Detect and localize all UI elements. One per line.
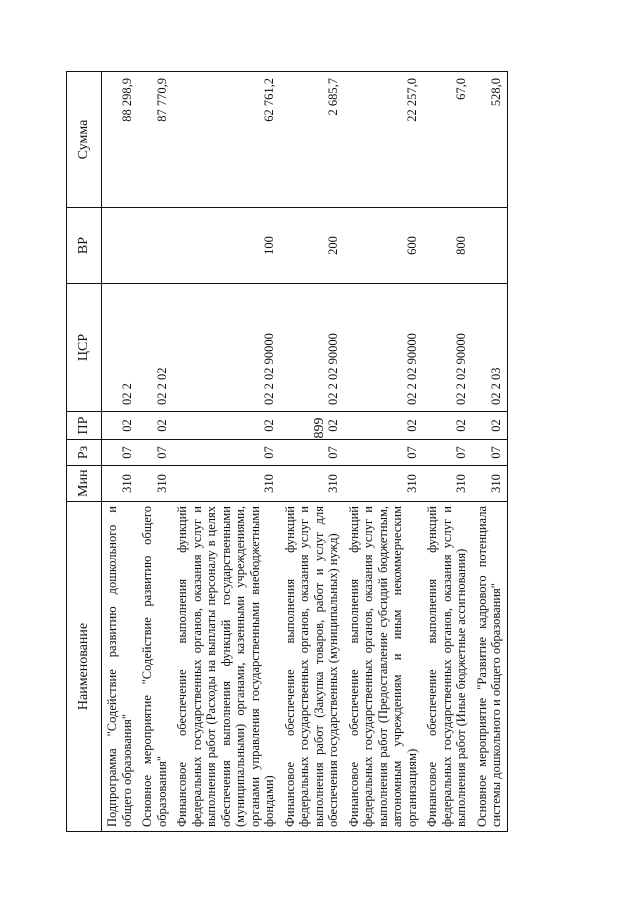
row-csr: 02 2 <box>102 284 138 412</box>
budget-table <box>66 71 508 832</box>
header-sum: Сумма <box>67 72 102 208</box>
row-sum: 528,0 <box>472 72 508 208</box>
row-csr: 02 2 02 <box>137 284 172 412</box>
row-name: Финансовое обеспечение выполнения функций федеральных государственных органов, оказания услуг и выполнения работ (Предоставление субсидий бюджетным, автономным учреждениям и иным некоммерческим организациям) <box>344 502 423 832</box>
row-name: Финансовое обеспечение выполнения функций федеральных государственных органов, оказания услуг и выполнения работ (Иные бюджетные ассигнования) <box>422 502 472 832</box>
row-vr <box>102 208 138 284</box>
row-min: 310 <box>472 466 508 502</box>
row-min: 310 <box>137 466 172 502</box>
row-name: Основное мероприятие "Содействие развитию общего образования" <box>137 502 172 832</box>
row-vr: 600 <box>344 208 423 284</box>
row-name: Финансовое обеспечение выполнения функций федеральных государственных органов, оказания услуг и выполнения работ (Закупка товаров, работ и услуг для обеспечения государственных (муниципальных) нужд) <box>280 502 344 832</box>
row-csr: 02 2 02 90000 <box>344 284 423 412</box>
row-min: 310 <box>422 466 472 502</box>
table-row <box>102 72 138 832</box>
table-row <box>472 72 508 832</box>
header-pr: ПР <box>67 412 102 440</box>
row-name: Основное мероприятие "Развитие кадрового потенциала системы дошкольного и общего образования" <box>472 502 508 832</box>
row-rz: 07 <box>172 440 280 466</box>
row-min: 310 <box>172 466 280 502</box>
row-vr <box>137 208 172 284</box>
row-pr: 02 <box>280 412 344 440</box>
table-row <box>422 72 472 832</box>
row-sum: 2 685,7 <box>280 72 344 208</box>
row-rz: 07 <box>102 440 138 466</box>
row-name: Финансовое обеспечение выполнения функций федеральных государственных органов, оказания услуг и выполнения работ (Расходы на выплаты персоналу в целях обеспечения выполнения функций государственными (муниципальными) органами, казенными учреждениями, органами управления государственными внебюджетными фондами) <box>172 502 280 832</box>
row-csr: 02 2 03 <box>472 284 508 412</box>
row-sum: 88 298,9 <box>102 72 138 208</box>
table-row <box>280 72 344 832</box>
page-number: 899 <box>312 417 327 439</box>
row-sum: 62 761,2 <box>172 72 280 208</box>
row-sum: 67,0 <box>422 72 472 208</box>
row-pr: 02 <box>102 412 138 440</box>
row-pr: 02 <box>137 412 172 440</box>
row-rz: 07 <box>472 440 508 466</box>
row-sum: 87 770,9 <box>137 72 172 208</box>
row-rz: 07 <box>280 440 344 466</box>
row-vr: 100 <box>172 208 280 284</box>
row-rz: 07 <box>422 440 472 466</box>
row-rz: 07 <box>137 440 172 466</box>
row-vr: 800 <box>422 208 472 284</box>
header-csr: ЦСР <box>67 284 102 412</box>
header-min: Мин <box>67 466 102 502</box>
row-rz: 07 <box>344 440 423 466</box>
header-name: Наименование <box>67 502 102 832</box>
header-vr: ВР <box>67 208 102 284</box>
row-min: 310 <box>280 466 344 502</box>
table-row <box>344 72 423 832</box>
table-row <box>137 72 172 832</box>
row-sum: 22 257,0 <box>344 72 423 208</box>
row-vr: 200 <box>280 208 344 284</box>
table-header-row <box>67 72 102 832</box>
row-pr: 02 <box>422 412 472 440</box>
row-name: Подпрограмма "Содействие развитию дошкольного и общего образования" <box>102 502 138 832</box>
row-min: 310 <box>102 466 138 502</box>
row-csr: 02 2 02 90000 <box>172 284 280 412</box>
table-row <box>172 72 280 832</box>
row-pr: 02 <box>172 412 280 440</box>
row-pr: 02 <box>344 412 423 440</box>
row-min: 310 <box>344 466 423 502</box>
header-rz: Рз <box>67 440 102 466</box>
row-vr <box>472 208 508 284</box>
rotated-page-content <box>66 72 576 832</box>
row-csr: 02 2 02 90000 <box>422 284 472 412</box>
row-csr: 02 2 02 90000 <box>280 284 344 412</box>
row-pr: 02 <box>472 412 508 440</box>
